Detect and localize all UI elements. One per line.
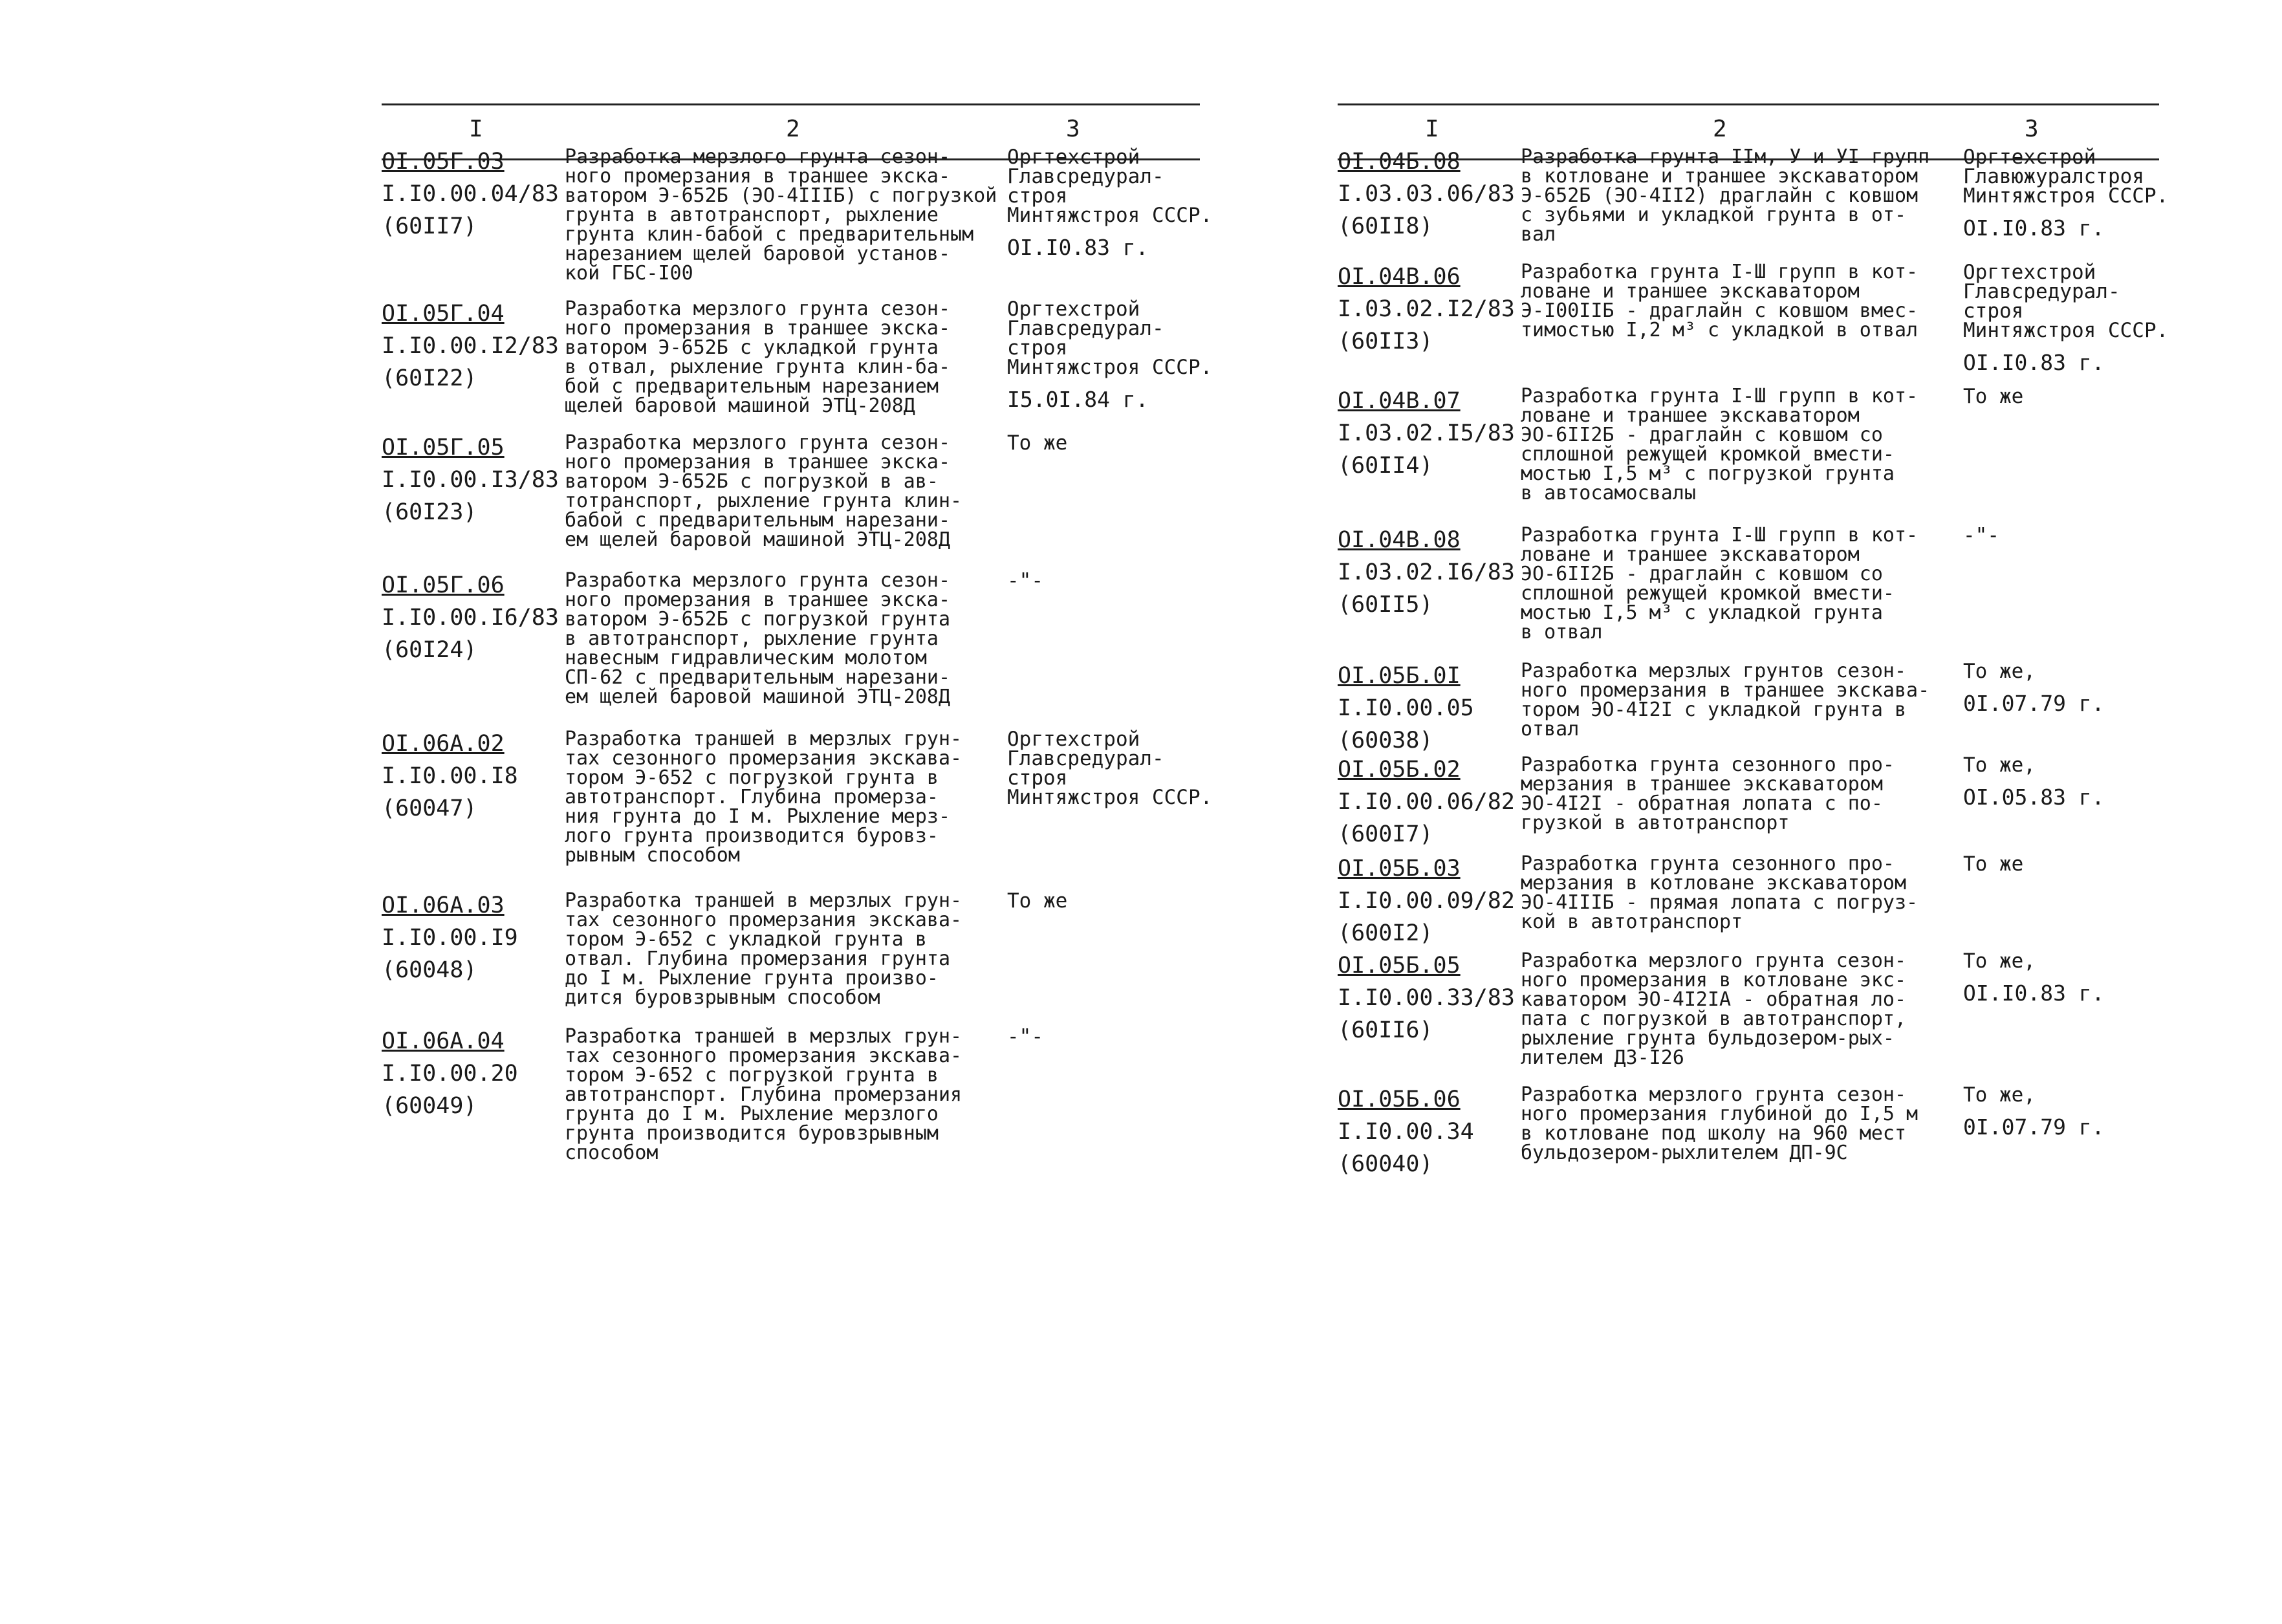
column-3-header: 3 — [1066, 116, 1080, 142]
right-table — [1338, 103, 2169, 1177]
developer-cell — [1007, 146, 1214, 260]
registration-number: (60049) — [382, 1093, 477, 1119]
identifier-cell — [382, 891, 566, 988]
work-description: Разработка мерзлого грунта сезон- ного промерзания глубиной до I,5 м в котловане под школу на 960 мест бульдозером-рыхлителем ДП-9С — [1521, 1083, 1918, 1164]
work-code: OI.05Г.06 — [382, 572, 505, 598]
developer-organization: То же — [1007, 889, 1068, 913]
approval-date: OI.I0.83 г. — [1963, 350, 2105, 375]
developer-cell — [1963, 526, 2170, 558]
work-description: Разработка мерзлого грунта сезон- ного промерзания в котловане экс- каватором ЭО-4I2IА - обратная ло- пата с погрузкой в автотранспорт, рыхление грунта бульдозером-рых- лителем ДЗ-I26 — [1521, 949, 1907, 1069]
work-description: Разработка грунта сезонного про- мерзания в котловане экскаватором ЭО-4IIIБ - прямая лопата с погруз- кой в автотранспорт — [1521, 852, 1918, 933]
developer-organization: -"- — [1007, 569, 1043, 592]
developer-cell — [1963, 263, 2170, 373]
developer-cell — [1963, 753, 2170, 810]
work-code: OI.05Б.05 — [1338, 953, 1461, 979]
identifier-cell — [1338, 147, 1522, 244]
work-code: OI.06А.03 — [382, 893, 505, 918]
registration-number: (60II7) — [382, 213, 477, 239]
work-description: Разработка грунта IIм, У и УI групп в котловане и траншее экскаватором Э-652Б (ЭО-4II2) драглайн с ковшом с зубьями и укладкой грунта в от- вал — [1521, 146, 1930, 246]
work-code: OI.05Б.03 — [1338, 856, 1461, 882]
work-description: Разработка мерзлого грунта сезон- ного промерзания в траншее экска- ватором Э-652Б с погрузкой грунта в автотранспорт, рыхление грунта навесным гидравлическим молотом СП-62 с предварительным нарезани- ем щелей баровой машиной ЭТЦ-208Д — [565, 569, 951, 708]
norm-number: I.I0.00.I2/83 — [382, 333, 559, 359]
work-description: Разработка мерзлого грунта сезон- ного промерзания в траншее экска- ватором Э-652Б с укладкой грунта в отвал, рыхление грунта клин-ба- бой с предварительным нарезанием щелей баровой машиной ЭТЦ-208Д — [565, 298, 951, 417]
identifier-cell — [382, 1027, 566, 1124]
registration-number: (600I2) — [1338, 920, 1433, 946]
identifier-cell — [1338, 1085, 1522, 1182]
developer-cell — [1007, 571, 1214, 603]
column-2-header: 2 — [786, 116, 800, 142]
developer-cell — [1963, 854, 2170, 887]
developer-cell — [1963, 949, 2170, 1006]
approval-date: OI.I0.83 г. — [1963, 215, 2105, 241]
developer-organization: Оргтехстрой Главсредурал- строя Минтяжстроя СССР. — [1007, 146, 1213, 227]
developer-cell — [1007, 1027, 1214, 1059]
work-description: Разработка траншей в мерзлых грун- тах сезонного промерзания экскава- тором Э-652 с укладкой грунта в отвал. Глубина промерзания грунта до I м. Рыхление грунта произво- дится буровзрывным способом — [565, 889, 962, 1009]
work-code: OI.05Г.05 — [382, 435, 505, 460]
norm-number: I.I0.00.I6/83 — [382, 605, 559, 631]
work-description: Разработка мерзлого грунта сезон- ного промерзания в траншее экска- ватором Э-652Б (ЭО-4IIIБ) с погрузкой грунта в автотранспорт, рыхление грунта клин-бабой с предварительным нарезанием щелей баровой установ- кой ГБС-I00 — [565, 146, 997, 285]
developer-cell — [1963, 1083, 2170, 1140]
developer-cell — [1963, 387, 2170, 419]
registration-number: (60II4) — [1338, 453, 1433, 479]
approval-date: OI.05.83 г. — [1963, 785, 2105, 810]
approval-date: I5.0I.84 г. — [1007, 387, 1149, 412]
identifier-cell — [382, 571, 566, 668]
developer-organization: Оргтехстрой Главсредурал- строя Минтяжстроя СССР. — [1963, 261, 2169, 342]
identifier-cell — [1338, 526, 1522, 623]
left-table — [382, 103, 1213, 1164]
column-2-header: 2 — [1713, 116, 1727, 142]
norm-number: I.I0.00.20 — [382, 1061, 518, 1087]
registration-number: (60II3) — [1338, 329, 1433, 354]
norm-number: I.I0.00.I3/83 — [382, 467, 559, 493]
registration-number: (60048) — [382, 957, 477, 983]
identifier-cell — [1338, 854, 1522, 951]
developer-organization: Оргтехстрой Главюжуралстроя Минтяжстроя СССР. — [1963, 146, 2169, 208]
developer-organization: -"- — [1007, 1025, 1043, 1048]
registration-number: (60038) — [1338, 728, 1433, 753]
developer-organization: То же — [1963, 385, 2024, 408]
work-code: OI.05Б.0I — [1338, 663, 1461, 689]
norm-number: I.03.02.I2/83 — [1338, 296, 1515, 322]
registration-number: (60047) — [382, 796, 477, 821]
norm-number: I.03.03.06/83 — [1338, 181, 1515, 207]
registration-number: (60I24) — [382, 637, 477, 663]
work-description: Разработка грунта I-Ш групп в кот- ловане и траншее экскаватором ЭО-6II2Б - драглайн с ковшом со сплошной режущей кромкой вмести- мостью I,5 м³ с укладкой грунта в отвал — [1521, 524, 1918, 644]
developer-organization: Оргтехстрой Главсредурал- строя Минтяжстроя СССР. — [1007, 728, 1213, 809]
approval-date: OI.I0.83 г. — [1007, 235, 1149, 260]
work-code: OI.04В.06 — [1338, 264, 1461, 290]
identifier-cell — [1338, 951, 1522, 1048]
norm-number: I.03.02.I5/83 — [1338, 420, 1515, 446]
identifier-cell — [382, 433, 566, 530]
developer-cell — [1963, 660, 2170, 716]
work-description: Разработка мерзлых грунтов сезон- ного промерзания в траншее экскава- тором ЭО-4I2I с укладкой грунта в отвал — [1521, 660, 1930, 741]
work-description: Разработка грунта I-Ш групп в кот- ловане и траншее экскаватором ЭО-6II2Б - драглайн с ковшом со сплошной режущей кромкой вмести- мостью I,5 м³ с погрузкой грунта в автосамосвалы — [1521, 385, 1918, 504]
registration-number: (60II6) — [1338, 1017, 1433, 1043]
identifier-cell — [382, 730, 566, 827]
work-description: Разработка грунта сезонного про- мерзания в траншее экскаватором ЭО-4I2I - обратная лопата с по- грузкой в автотранспорт — [1521, 753, 1895, 834]
registration-number: (60I23) — [382, 499, 477, 525]
developer-organization: Оргтехстрой Главсредурал- строя Минтяжстроя СССР. — [1007, 298, 1213, 379]
column-1-header: I — [1425, 116, 1439, 142]
identifier-cell — [1338, 387, 1522, 484]
norm-number: I.03.02.I6/83 — [1338, 559, 1515, 585]
work-code: OI.04В.08 — [1338, 527, 1461, 553]
approval-date: 0I.07.79 г. — [1963, 1114, 2105, 1140]
registration-number: (600I7) — [1338, 821, 1433, 847]
developer-organization: То же, — [1963, 660, 2036, 683]
norm-number: I.I0.00.05 — [1338, 695, 1474, 721]
norm-number: I.I0.00.I9 — [382, 925, 518, 951]
work-code: OI.05Б.02 — [1338, 757, 1461, 783]
work-code: OI.05Г.04 — [382, 301, 505, 327]
developer-cell — [1963, 146, 2170, 241]
identifier-cell — [382, 147, 566, 244]
registration-number: (60II8) — [1338, 213, 1433, 239]
norm-number: I.I0.00.34 — [1338, 1119, 1474, 1145]
norm-number: I.I0.00.04/83 — [382, 181, 559, 207]
work-code: OI.05Г.03 — [382, 149, 505, 175]
registration-number: (60I22) — [382, 365, 477, 391]
identifier-cell — [382, 299, 566, 396]
developer-cell — [1007, 891, 1214, 924]
norm-number: I.I0.00.I8 — [382, 763, 518, 789]
work-code: OI.05Б.06 — [1338, 1087, 1461, 1112]
developer-organization: То же, — [1963, 753, 2036, 777]
developer-organization: То же, — [1963, 1083, 2036, 1107]
norm-number: I.I0.00.06/82 — [1338, 789, 1515, 815]
norm-number: I.I0.00.09/82 — [1338, 888, 1515, 914]
approval-date: 0I.07.79 г. — [1963, 691, 2105, 716]
column-1-header: I — [469, 116, 483, 142]
developer-cell — [1007, 298, 1214, 412]
work-description: Разработка траншей в мерзлых грун- тах сезонного промерзания экскава- тором Э-652 с погрузкой грунта в автотранспорт. Глубина промерза- ния грунта до I м. Рыхление мерз- лого грунта производится буровз- рывным способом — [565, 728, 962, 867]
norm-number: I.I0.00.33/83 — [1338, 985, 1515, 1011]
work-code: OI.06А.02 — [382, 731, 505, 757]
registration-number: (60040) — [1338, 1151, 1433, 1177]
registration-number: (60II5) — [1338, 592, 1433, 618]
work-description: Разработка грунта I-Ш групп в кот- ловане и траншее экскаватором Э-I00IIБ - драглайн с ковшом вмес- тимостью I,2 м³ с укладкой в отвал — [1521, 261, 1918, 341]
approval-date: OI.I0.83 г. — [1963, 980, 2105, 1006]
developer-organization: То же — [1963, 852, 2024, 876]
developer-organization: То же, — [1963, 949, 2036, 973]
work-description: Разработка мерзлого грунта сезон- ного промерзания в траншее экска- ватором Э-652Б с погрузкой в ав- тотранспорт, рыхление грунта клин- бабой с предварительным нарезани- ем щелей баровой машиной ЭТЦ-208Д — [565, 431, 962, 551]
developer-cell — [1007, 433, 1214, 466]
identifier-cell — [1338, 263, 1522, 360]
column-3-header: 3 — [2025, 116, 2039, 142]
work-description: Разработка траншей в мерзлых грун- тах сезонного промерзания экскава- тором Э-652 с погрузкой грунта в автотранспорт. Глубина промерзания грунта до I м. Рыхление мерзлого грунта производится буровзрывным способом — [565, 1025, 962, 1164]
work-code: OI.06А.04 — [382, 1028, 505, 1054]
developer-organization: То же — [1007, 431, 1068, 455]
developer-cell — [1007, 730, 1214, 820]
identifier-cell — [1338, 662, 1522, 759]
work-code: OI.04В.07 — [1338, 388, 1461, 414]
identifier-cell — [1338, 755, 1522, 852]
work-code: OI.04Б.08 — [1338, 149, 1461, 175]
developer-organization: -"- — [1963, 524, 1999, 547]
